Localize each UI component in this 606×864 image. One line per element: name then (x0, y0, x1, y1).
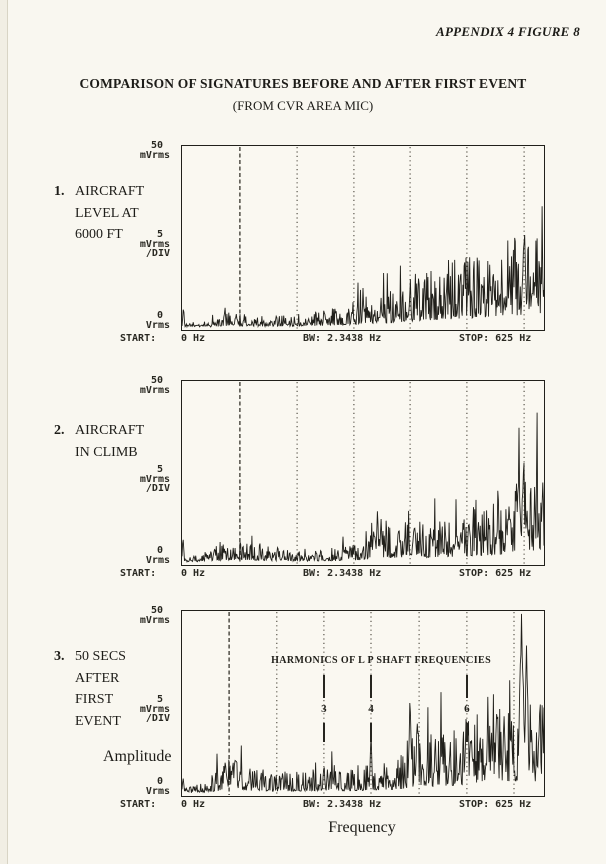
y-axis-label-line: mVrms (139, 149, 170, 161)
chart-label-line: AIRCRAFT (75, 184, 145, 199)
spectrum-plot (181, 145, 545, 331)
chart-block-3 (0, 605, 606, 825)
x-axis-start-value: 0 Hz (181, 568, 206, 579)
harmonic-marker-tick (323, 675, 325, 698)
y-axis-label (96, 311, 170, 330)
y-axis-label-line: mVrms (139, 238, 170, 250)
page-header: APPENDIX 4 FIGURE 8 (435, 24, 580, 39)
x-axis-stop-value: STOP: 625 Hz (459, 333, 532, 344)
spectrum-trace (182, 413, 544, 562)
harmonic-number: 6 (464, 703, 470, 715)
chart-number: 3. (54, 649, 65, 664)
y-axis-label (96, 376, 170, 395)
chart-label-line: IN CLIMB (75, 444, 138, 460)
y-axis-label-line: /DIV (145, 248, 170, 259)
chart-number: 1. (54, 184, 65, 199)
x-axis-bw-value: BW: 2.3438 Hz (303, 799, 382, 810)
y-axis-label-line: 5 (156, 694, 163, 705)
x-axis-start-label: START: (120, 568, 157, 579)
chart-block-2 (0, 375, 606, 594)
harmonic-marker-tick (370, 675, 372, 698)
chart-label-line: 50 SECS (75, 649, 126, 664)
y-axis-label (96, 465, 170, 494)
y-axis-label-line: 0 (156, 545, 163, 556)
harmonic-number: 4 (368, 703, 374, 715)
y-axis-label (96, 777, 170, 796)
y-axis-label-line: 50 (150, 605, 163, 616)
y-axis-label-line: Vrms (145, 554, 170, 566)
chart-side-label (54, 420, 144, 463)
x-axis-start-label: START: (120, 799, 157, 810)
y-axis-label-line: Vrms (145, 319, 170, 331)
y-axis-label (96, 606, 170, 625)
y-axis-label-line: 5 (156, 229, 163, 240)
y-axis-label-line: 50 (150, 375, 163, 386)
harmonics-annotation: HARMONICS OF L P SHAFT FREQUENCIES (271, 655, 492, 666)
x-axis-title: Frequency (328, 819, 396, 836)
chart-label-line: FIRST (75, 692, 114, 707)
chart-label-line: AIRCRAFT (75, 423, 145, 438)
x-axis-stop-value: STOP: 625 Hz (459, 568, 532, 579)
chart-label-line: AFTER (75, 670, 120, 686)
harmonic-marker-tick (370, 723, 372, 742)
harmonic-marker-tick (466, 723, 468, 742)
y-axis-label (96, 230, 170, 259)
harmonic-marker-tick (466, 675, 468, 698)
y-axis-label-line: mVrms (139, 614, 170, 626)
x-axis-stop-value: STOP: 625 Hz (459, 799, 532, 810)
y-axis-label-line: Vrms (145, 785, 170, 797)
chart-label-line: 6000 FT (75, 227, 123, 242)
y-axis-title: Amplitude (103, 748, 172, 765)
y-axis-label-line: 50 (150, 140, 163, 151)
harmonic-marker-tick (323, 723, 325, 742)
spectrum-svg (182, 146, 544, 330)
figure-subtitle: (FROM CVR AREA MIC) (232, 98, 374, 113)
y-axis-label (96, 141, 170, 160)
x-axis-start-label: START: (120, 333, 157, 344)
spectrum-svg (182, 381, 544, 565)
chart-block-1 (0, 140, 606, 359)
y-axis-label (96, 695, 170, 724)
x-axis-bw-value: BW: 2.3438 Hz (303, 568, 382, 579)
spectrum-plot (181, 380, 545, 566)
spectrum-plot (181, 610, 545, 797)
y-axis-label-line: /DIV (145, 483, 170, 494)
x-axis-start-value: 0 Hz (181, 799, 206, 810)
chart-label-line: EVENT (75, 713, 121, 729)
chart-number: 2. (54, 423, 65, 438)
y-axis-label-line: /DIV (145, 713, 170, 724)
spectrum-trace (182, 206, 544, 327)
y-axis-label-line: mVrms (139, 703, 170, 715)
chart-label-line: LEVEL AT (75, 205, 139, 221)
y-axis-label-line: mVrms (139, 384, 170, 396)
y-axis-label-line: 0 (156, 776, 163, 787)
x-axis-start-value: 0 Hz (181, 333, 206, 344)
harmonic-number: 3 (321, 703, 327, 715)
figure-title: COMPARISON OF SIGNATURES BEFORE AND AFTER FIRST EVENT (79, 76, 527, 91)
chart-label-lines (75, 420, 144, 463)
y-axis-label (96, 546, 170, 565)
y-axis-label-line: 0 (156, 310, 163, 321)
x-axis-bw-value: BW: 2.3438 Hz (303, 333, 382, 344)
y-axis-label-line: mVrms (139, 473, 170, 485)
y-axis-label-line: 5 (156, 464, 163, 475)
